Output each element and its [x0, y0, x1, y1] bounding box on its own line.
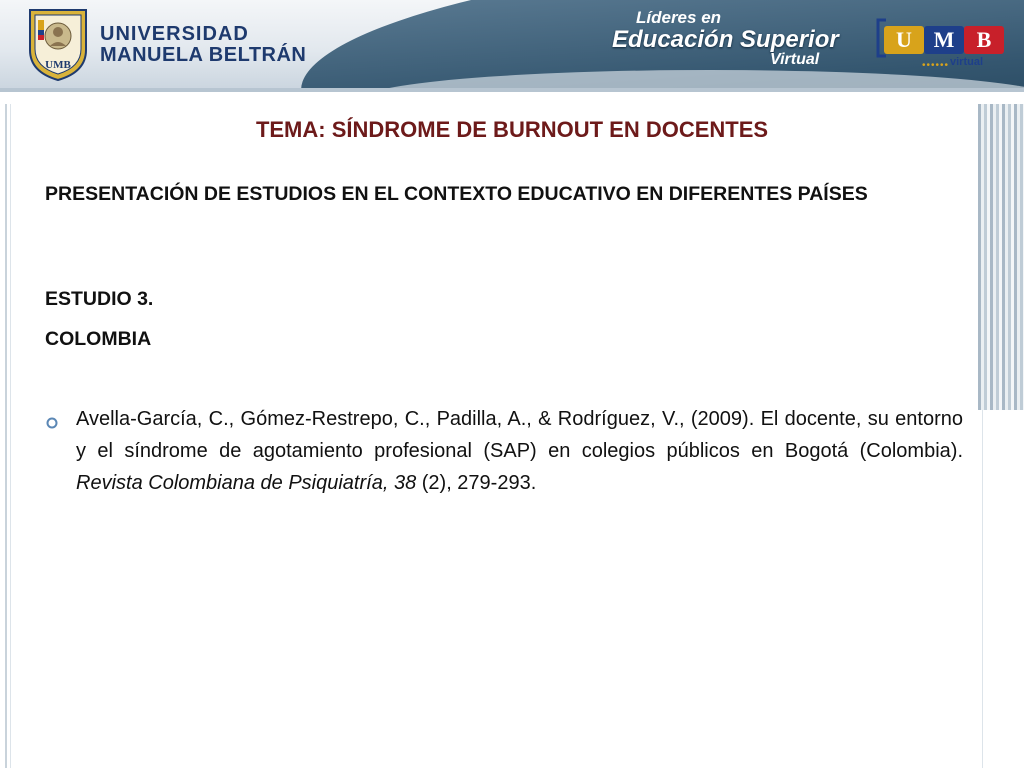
- university-name: [100, 24, 306, 66]
- seal-text: UMB: [45, 59, 71, 71]
- university-seal-icon: [26, 6, 90, 82]
- left-decorative-rule: [5, 104, 7, 768]
- logo-letter-b: B: [964, 26, 1004, 54]
- reference-citation: [76, 403, 963, 499]
- tagline-line1: Líderes en: [636, 8, 722, 27]
- header-banner: [0, 0, 1024, 92]
- reference-journal: Revista Colombiana de Psiquiatría, 38: [76, 472, 417, 494]
- reference-authors: Avella-García, C., Gómez-Restrepo, C., Padilla, A., & Rodríguez, V., (2009). El docente, su entorno y el síndrome de agotamiento profesional (SAP) en colegios públicos en Bogotá (Colombia).: [76, 408, 963, 462]
- bullet-icon: [46, 417, 58, 429]
- university-name-line1: UNIVERSIDAD: [100, 23, 249, 45]
- logo-letter-m: M: [924, 26, 964, 54]
- right-decorative-rule: [982, 410, 983, 768]
- banner-divider: [0, 88, 1024, 92]
- slide-subtitle: PRESENTACIÓN DE ESTUDIOS EN EL CONTEXTO EDUCATIVO EN DIFERENTES PAÍSES: [45, 183, 868, 205]
- tagline-line3: Virtual: [770, 51, 820, 68]
- study-label: ESTUDIO 3.: [45, 288, 154, 310]
- slide-title: TEMA: SÍNDROME DE BURNOUT EN DOCENTES: [255, 117, 769, 142]
- reference-issue-pages: (2), 279-293.: [416, 472, 537, 494]
- right-decorative-bars: [978, 104, 1024, 410]
- university-name-line2: MANUELA BELTRÁN: [100, 44, 307, 66]
- left-decorative-rule-thin: [10, 104, 11, 768]
- logo-subtext: virtual: [950, 56, 984, 68]
- logo-dots: ••••••: [922, 60, 950, 71]
- umb-virtual-logo: [872, 12, 1004, 70]
- country-label: COLOMBIA: [45, 328, 152, 350]
- tagline-line2: Educación Superior: [612, 26, 839, 53]
- logo-letter-u: U: [884, 26, 924, 54]
